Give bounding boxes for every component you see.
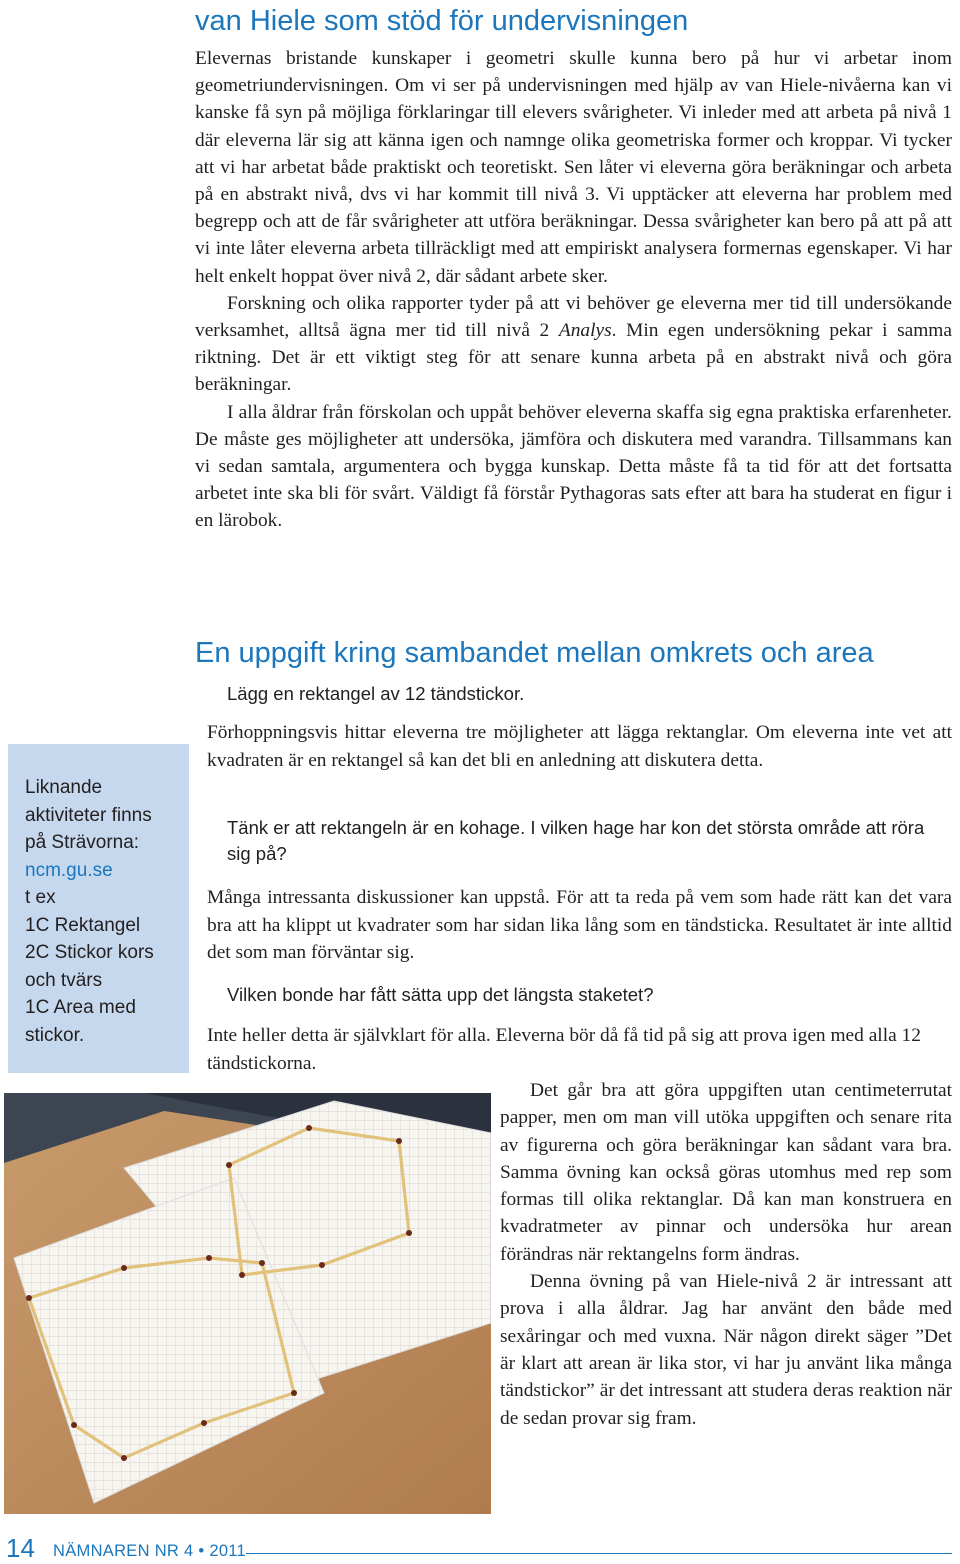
emphasis-text: Analys — [558, 320, 612, 342]
sidebar-item: 2C Stickor kors — [25, 942, 154, 963]
page-number: 14 — [6, 1533, 35, 1563]
sidebar-line: Liknande — [25, 777, 103, 798]
sidebar-link[interactable]: ncm.gu.se — [25, 859, 113, 881]
section-body — [195, 45, 952, 535]
matchstick-photo — [4, 1093, 491, 1514]
task-prompt: Lägg en rektangel av 12 tändstickor. — [227, 683, 525, 704]
sidebar-text — [25, 774, 185, 1049]
paragraph — [195, 290, 952, 399]
paragraph-text: Forskning och olika rapporter tyder på att vi behöver ge eleverna mer tid till undersökande verksamhet, alltså ägna mer tid till nivå 2 — [195, 292, 952, 342]
sidebar-item: 1C Area med — [25, 997, 136, 1018]
paragraph: Många intressanta diskussioner kan uppstå. För att ta reda på vem som hade rätt kan det vara bra att ha klippt ut kvadrater som har sidan lika lång som en tändsticka. Resultatet är inte alltid det som man förväntar sig. — [207, 887, 952, 963]
paragraph: Elevernas bristande kunskaper i geometri skulle kunna bero på hur vi arbetar inom geometriundervisningen. Om vi ser på undervisningen med hjälp av van Hiele-nivåerna kan vi kanske få syn på möjliga förklaringar till elevers svårigheter. Vi inleder med att arbeta på nivå 1 där eleverna lär sig att känna igen och namnge olika geometriska former och kroppar. Vi tycker att vi har arbetat både praktiskt och teoretiskt. Sen låter vi eleverna göra beräkningar och arbeta på en abstrakt nivå, dvs vi har kommit till nivå 3. Vi upptäcker att eleverna har problem med begrepp och att de får svårigheter att utföra beräkningar. Dessa svårigheter kan bero på att på att vi inte låter eleverna arbeta tillräckligt med att empiriskt analysera formernas egenskaper. Vi har helt enkelt hoppat över nivå 2, där sådant arbete sker. — [195, 48, 952, 287]
paragraph: I alla åldrar från förskolan och uppåt behöver eleverna skaffa sig egna praktiska erfarenheter. De måste ges möjligheter att undersöka, jämföra och diskutera med varandra. Tillsammans kan vi sedan samtala, argumentera och bygga kunskap. Detta måste få ta tid för att det fortsatta arbetet inte ska bli för svårt. Väldigt få förstår Pythagoras sats efter att bara ha studerat en figur i en lärobok. — [195, 401, 952, 532]
sidebar-item: och tvärs — [25, 969, 103, 991]
section-title: van Hiele som stöd för undervisningen — [195, 5, 689, 37]
sidebar-box — [8, 744, 189, 1073]
sidebar-item: stickor. — [25, 1024, 85, 1046]
sidebar-line: aktiviteter finns — [25, 804, 152, 826]
right-column — [500, 1077, 952, 1432]
footer-rule — [246, 1553, 952, 1554]
sidebar-item: 1C Rektangel — [25, 914, 141, 936]
paragraph: Det går bra att göra uppgiften utan centimeterrutat papper, men om man vill utöka uppgiften och senare rita av figurerna och göra beräkningar kan sådant vara bra. Samma övning kan också göras utomhus med rep som formas till olika rektanglar. Då kan man konstruera en kvadratmeter av pinnar och undersöka hur arean förändras när rektangelns form ändras. — [500, 1080, 952, 1265]
section-title: En uppgift kring sambandet mellan omkrets och area — [195, 637, 874, 669]
task-prompt: Vilken bonde har fått sätta upp det längsta staketet? — [227, 984, 654, 1005]
magazine-name: NÄMNAREN NR 4 • 2011 — [53, 1542, 247, 1560]
task-prompt: Tänk er att rektangeln är en kohage. I vilken hage har kon det största område att röra sig på? — [227, 817, 925, 864]
paragraph: Inte heller detta är självklart för alla. Eleverna bör då få tid på sig att prova igen med alla 12 tändstickorna. — [207, 1025, 921, 1074]
paragraph: Förhoppningsvis hittar eleverna tre möjligheter att lägga rektanglar. Om eleverna inte vet att kvadraten är en rektangel så kan det bli en anledning att diskutera detta. — [207, 722, 952, 771]
paragraph: Denna övning på van Hiele-nivå 2 är intressant att prova i alla åldrar. Jag har använt den både med sexåringar och med vuxna. När någon direkt säger ”Det är klart att arean är lika stor, vi har ju använt lika många tändstickor” är det intressant att studera deras reaktion när de sedan provar sig fram. — [500, 1271, 952, 1429]
sidebar-line: t ex — [25, 887, 56, 908]
sidebar-line: på Strävorna: — [25, 832, 140, 853]
paragraph-text: . Min egen undersökning pekar i samma riktning. Det är ett viktigt steg för att senare kunna arbeta på en abstrakt nivå och göra beräkningar. — [195, 320, 952, 396]
